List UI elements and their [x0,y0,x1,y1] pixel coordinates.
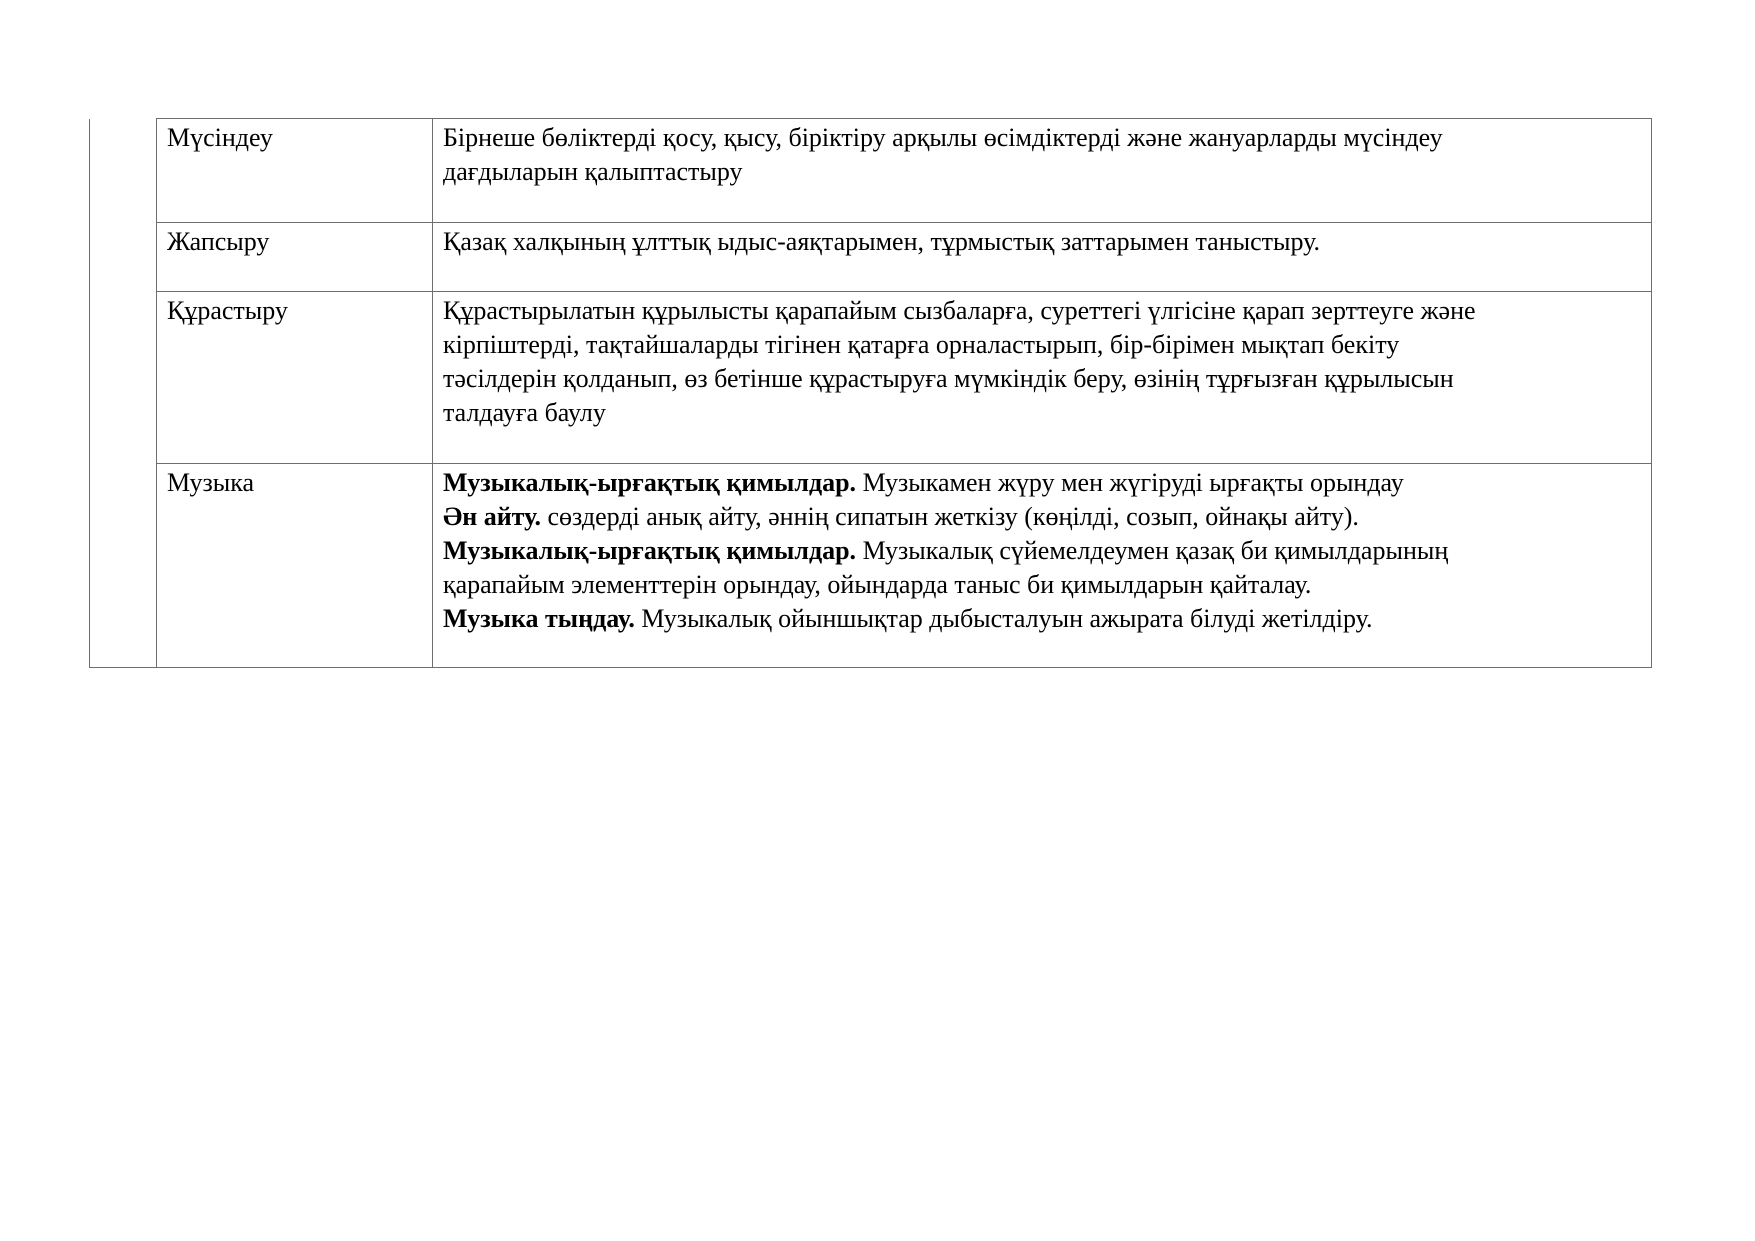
description-line [443,362,1641,396]
table-row [90,464,1652,668]
description-bold: Ән айту. [443,502,541,531]
table-row [90,119,1652,223]
description-bold: Музыкалық-ырғақтық қимылдар. [443,536,857,565]
table-row [90,292,1652,464]
activity-cell [157,292,433,464]
description-cell [433,119,1652,223]
blank-column-cell [90,119,157,668]
description-text: Бірнеше бөліктерді қосу, қысу, біріктіру арқылы өсімдіктерді және жануарларды мүсіндеу [443,123,1443,152]
description-line [443,602,1641,636]
description-text: кірпіштерді, тақтайшаларды тігінен қатарға орналастырып, бір-бірімен мықтап бекіту [443,330,1400,359]
activity-label: Мүсіндеу [167,123,273,152]
description-bold: Музыка тыңдау. [443,604,635,633]
table-row [90,223,1652,292]
description-line [443,396,1641,430]
description-cell [433,223,1652,292]
description-text: сөздерді анық айту, әннің сипатын жеткізу (көңілді, созып, ойнақы айту). [541,502,1359,531]
description-cell [433,292,1652,464]
activity-cell [157,223,433,292]
description-text: дағдыларын қалыптастыру [443,157,743,186]
description-text: қарапайым элементтерін орындау, ойындарда таныс би қимылдарын қайталау. [443,570,1312,599]
description-line [443,225,1641,259]
description-line [443,534,1641,568]
description-text: Музыкалық сүйемелдеумен қазақ би қимылдарының [856,536,1449,565]
description-text: Музыкалық ойыншықтар дыбысталуын ажырата білуді жетілдіру. [634,604,1373,633]
activity-label: Жапсыру [167,227,270,256]
activity-label: Музыка [167,468,254,497]
description-line [443,500,1641,534]
description-text: тәсілдерін қолданып, өз бетінше құрастыруға мүмкіндік беру, өзінің тұрғызған құрылысын [443,364,1454,393]
description-line [443,294,1641,328]
activity-label: Құрастыру [167,296,288,325]
curriculum-table [89,118,1652,668]
description-text: Музыкамен жүру мен жүгіруді ырғақты орындау [856,468,1404,497]
description-line [443,466,1641,500]
description-cell [433,464,1652,668]
description-line [443,121,1641,155]
description-line [443,155,1641,189]
description-line [443,328,1641,362]
description-text: Құрастырылатын құрылысты қарапайым сызбаларға, суреттегі үлгісіне қарап зерттеуге және [443,296,1476,325]
activity-cell [157,464,433,668]
description-text: талдауға баулу [443,398,606,427]
description-line [443,568,1641,602]
description-text: Қазақ халқының ұлттық ыдыс-аяқтарымен, тұрмыстық заттарымен таныстыру. [443,227,1321,256]
activity-cell [157,119,433,223]
description-bold: Музыкалық-ырғақтық қимылдар. [443,468,857,497]
